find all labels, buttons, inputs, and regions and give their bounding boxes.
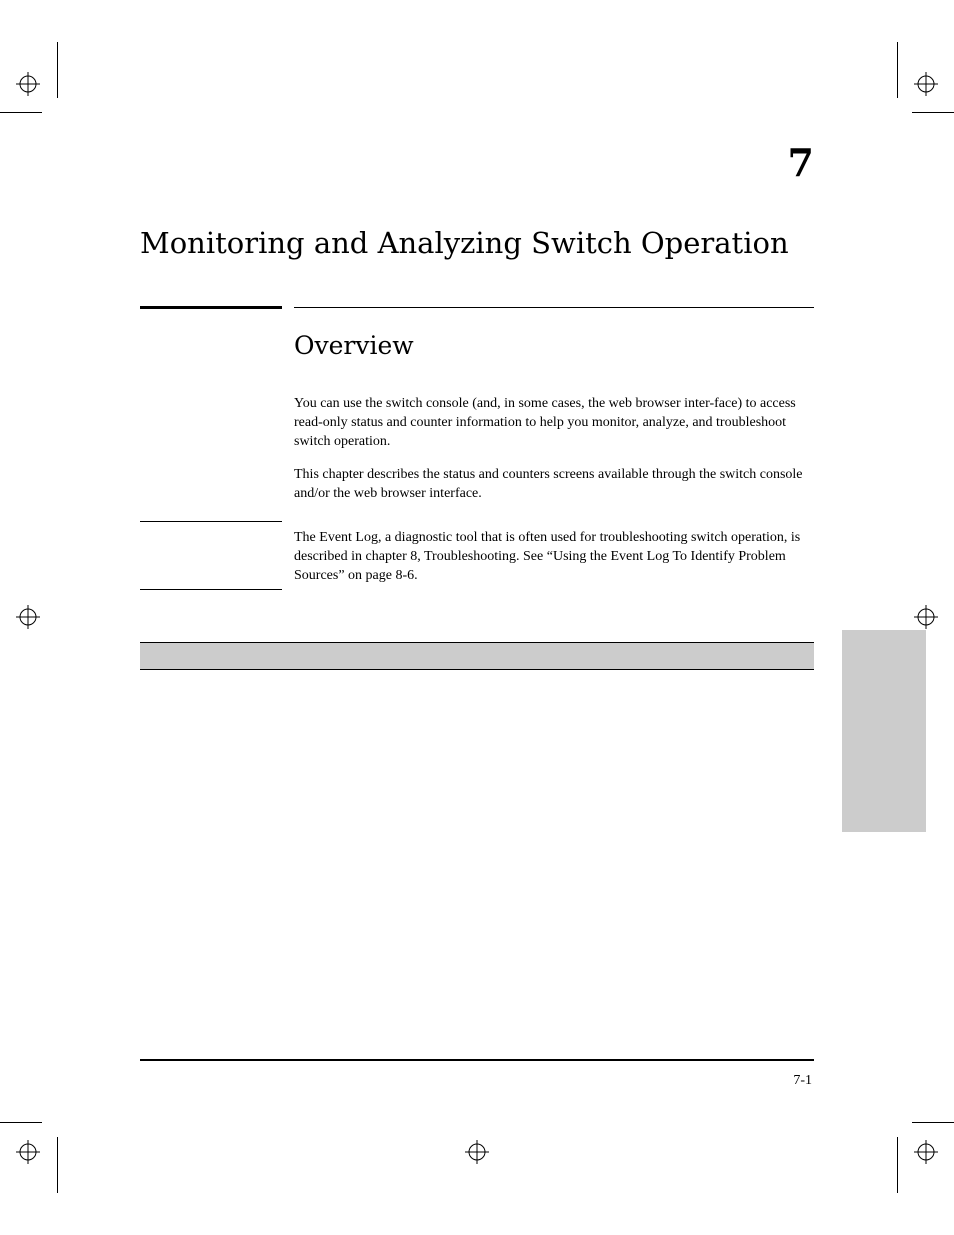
section-rule-left bbox=[140, 306, 282, 309]
page-number: 7-1 bbox=[793, 1073, 812, 1088]
footer-rule bbox=[140, 1059, 814, 1061]
crop-mark bbox=[912, 112, 954, 113]
section-title: Overview bbox=[294, 331, 414, 360]
crop-mark bbox=[0, 112, 42, 113]
note-rule-bottom bbox=[140, 589, 282, 590]
note-rule-top bbox=[140, 521, 282, 522]
crop-mark bbox=[0, 1122, 42, 1123]
section-rule-right bbox=[294, 307, 814, 308]
registration-crosshair-icon bbox=[465, 1140, 489, 1164]
crop-mark bbox=[897, 1137, 898, 1193]
registration-crosshair-icon bbox=[914, 1140, 938, 1164]
chapter-title: Monitoring and Analyzing Switch Operation bbox=[140, 226, 789, 260]
registration-crosshair-icon bbox=[914, 605, 938, 629]
body-paragraph: This chapter describes the status and counters screens available through the switch console and/or the web browser interface. bbox=[294, 467, 803, 501]
crop-mark bbox=[897, 42, 898, 98]
chapter-thumb-tab bbox=[842, 630, 926, 832]
registration-crosshair-icon bbox=[16, 1140, 40, 1164]
registration-crosshair-icon bbox=[16, 605, 40, 629]
crop-mark bbox=[912, 1122, 954, 1123]
gray-band bbox=[140, 642, 814, 670]
crop-mark bbox=[57, 42, 58, 98]
crop-mark bbox=[57, 1137, 58, 1193]
note-text: The Event Log, a diagnostic tool that is often used for troubleshooting switch operation, is described in chapter 8, Troubleshooting. See “Using the Event Log To Identify Problem Sources” on page 8-6. bbox=[294, 530, 801, 583]
body-paragraph: You can use the switch console (and, in some cases, the web browser inter-face) to access read-only status and counter information to help you monitor, analyze, and troubleshoot switch operation. bbox=[294, 396, 796, 449]
chapter-number: 7 bbox=[787, 140, 814, 185]
registration-crosshair-icon bbox=[16, 72, 40, 96]
registration-crosshair-icon bbox=[914, 72, 938, 96]
